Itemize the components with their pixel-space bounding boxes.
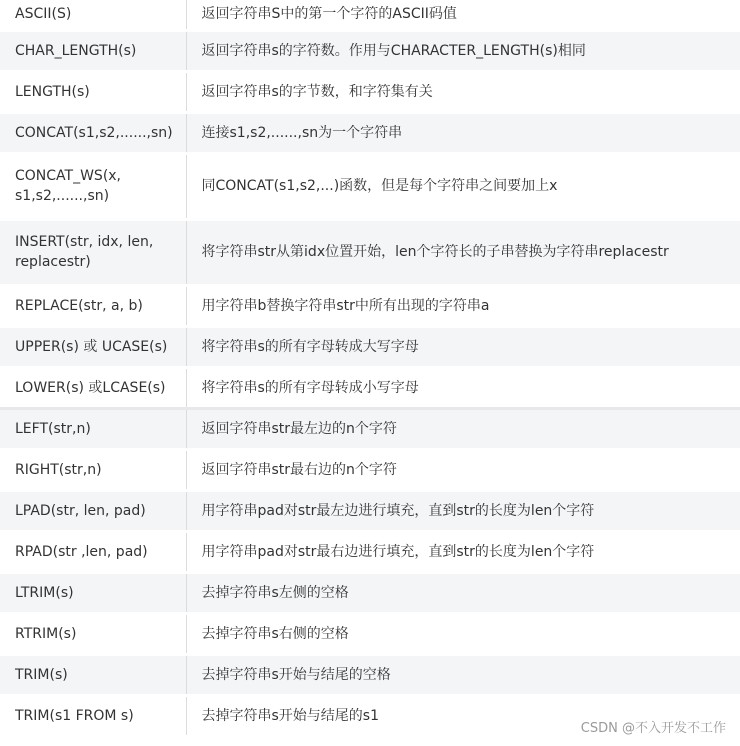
function-name: UPPER(s) 或 UCASE(s)	[0, 326, 186, 367]
table-row	[0, 654, 740, 695]
function-description: 去掉字符串s左侧的空格	[186, 572, 740, 613]
function-name: INSERT(str, idx, len, replacestr)	[0, 219, 186, 285]
table-row	[0, 326, 740, 367]
function-description: 用字符串pad对str最右边进行填充，直到str的长度为len个字符	[186, 531, 740, 572]
function-description: 连接s1,s2,......,sn为一个字符串	[186, 112, 740, 153]
function-name: TRIM(s)	[0, 654, 186, 695]
table-row	[0, 613, 740, 654]
function-description: 用字符串b替换字符串str中所有出现的字符串a	[186, 285, 740, 326]
function-name: LEFT(str,n)	[0, 408, 186, 449]
function-name: LENGTH(s)	[0, 71, 186, 112]
function-description: 将字符串str从第idx位置开始，len个字符长的子串替换为字符串replacestr	[186, 219, 740, 285]
table-row	[0, 449, 740, 490]
function-description: 去掉字符串s右侧的空格	[186, 613, 740, 654]
function-name: REPLACE(str, a, b)	[0, 285, 186, 326]
table-row	[0, 572, 740, 613]
function-name: RTRIM(s)	[0, 613, 186, 654]
function-name: RIGHT(str,n)	[0, 449, 186, 490]
function-description: 去掉字符串s开始与结尾的s1	[186, 695, 740, 736]
table-row	[0, 367, 740, 408]
table-row	[0, 408, 740, 449]
table-row	[0, 531, 740, 572]
function-description: 返回字符串s的字符数。作用与CHARACTER_LENGTH(s)相同	[186, 30, 740, 71]
table-row	[0, 0, 740, 30]
function-name: RPAD(str ,len, pad)	[0, 531, 186, 572]
table-row	[0, 285, 740, 326]
function-description: 将字符串s的所有字母转成大写字母	[186, 326, 740, 367]
table-row	[0, 71, 740, 112]
table-row	[0, 219, 740, 285]
function-description: 返回字符串s的字节数，和字符集有关	[186, 71, 740, 112]
function-name: CHAR_LENGTH(s)	[0, 30, 186, 71]
function-name: LTRIM(s)	[0, 572, 186, 613]
function-name: CONCAT(s1,s2,......,sn)	[0, 112, 186, 153]
function-description: 返回字符串S中的第一个字符的ASCII码值	[186, 0, 740, 30]
function-description: 用字符串pad对str最左边进行填充，直到str的长度为len个字符	[186, 490, 740, 531]
function-name: LOWER(s) 或LCASE(s)	[0, 367, 186, 408]
function-description: 返回字符串str最右边的n个字符	[186, 449, 740, 490]
function-name: LPAD(str, len, pad)	[0, 490, 186, 531]
table-row	[0, 490, 740, 531]
table-row	[0, 153, 740, 219]
function-description: 去掉字符串s开始与结尾的空格	[186, 654, 740, 695]
table-row	[0, 112, 740, 153]
function-name: TRIM(s1 FROM s)	[0, 695, 186, 736]
function-name: ASCII(S)	[0, 0, 186, 30]
csdn-watermark: CSDN @不入开发不工作	[580, 721, 726, 736]
function-description: 将字符串s的所有字母转成小写字母	[186, 367, 740, 408]
table-row	[0, 30, 740, 71]
function-name: CONCAT_WS(x, s1,s2,......,sn)	[0, 153, 186, 219]
function-description: 同CONCAT(s1,s2,...)函数，但是每个字符串之间要加上x	[186, 153, 740, 219]
function-description: 返回字符串str最左边的n个字符	[186, 408, 740, 449]
